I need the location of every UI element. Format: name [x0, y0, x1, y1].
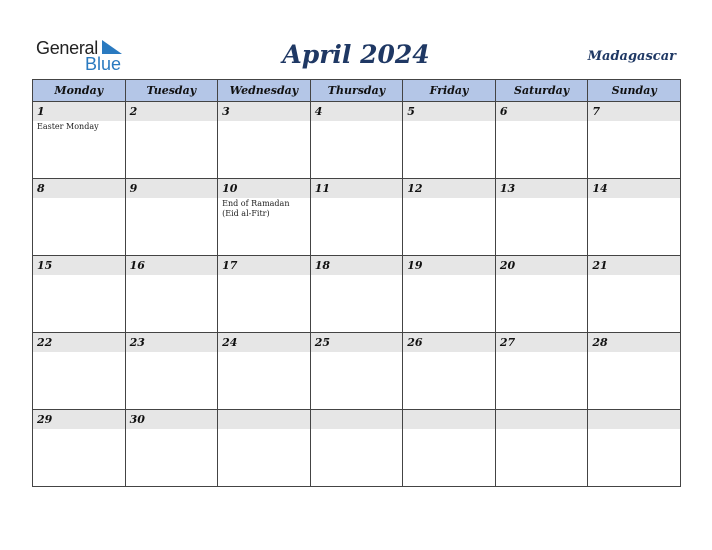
day-number: 12 — [403, 179, 495, 198]
day-cell — [33, 179, 126, 256]
weekday-header: Saturday — [495, 80, 588, 102]
day-number: 24 — [218, 333, 310, 352]
day-number: 9 — [126, 179, 218, 198]
day-cell — [125, 102, 218, 179]
day-number: 23 — [126, 333, 218, 352]
day-cell — [588, 179, 681, 256]
logo-text-general: General — [36, 38, 98, 58]
day-number: 21 — [588, 256, 680, 275]
day-number: 14 — [588, 179, 680, 198]
week-row — [33, 410, 681, 487]
day-number: 7 — [588, 102, 680, 121]
day-cell — [403, 333, 496, 410]
day-number — [311, 410, 403, 429]
day-number: 18 — [311, 256, 403, 275]
weekday-header: Thursday — [310, 80, 403, 102]
day-cell — [218, 256, 311, 333]
holiday-event: Easter Monday — [37, 122, 99, 131]
day-cell — [495, 102, 588, 179]
day-cell — [310, 410, 403, 487]
country-label: Madagascar — [587, 49, 676, 64]
day-cell — [218, 179, 311, 256]
weekday-header: Sunday — [588, 80, 681, 102]
day-number — [496, 410, 588, 429]
day-number: 15 — [33, 256, 125, 275]
holiday-event: End of Ramadan (Eid al-Fitr) — [222, 199, 290, 218]
day-cell — [33, 333, 126, 410]
day-cell — [218, 333, 311, 410]
day-number: 17 — [218, 256, 310, 275]
day-number: 8 — [33, 179, 125, 198]
day-cell — [403, 179, 496, 256]
day-number: 10 — [218, 179, 310, 198]
day-cell — [310, 102, 403, 179]
day-cell — [495, 256, 588, 333]
weekday-header-row — [33, 80, 681, 102]
day-number — [588, 410, 680, 429]
day-number: 4 — [311, 102, 403, 121]
day-cell — [495, 410, 588, 487]
day-cell — [310, 256, 403, 333]
day-cell — [403, 410, 496, 487]
day-cell — [588, 410, 681, 487]
weekday-header: Friday — [403, 80, 496, 102]
day-cell — [33, 256, 126, 333]
day-number: 3 — [218, 102, 310, 121]
day-cell — [218, 410, 311, 487]
day-cell — [125, 410, 218, 487]
day-number: 2 — [126, 102, 218, 121]
day-cell — [588, 333, 681, 410]
weekday-header: Wednesday — [218, 80, 311, 102]
day-cell — [125, 256, 218, 333]
day-number: 20 — [496, 256, 588, 275]
day-number: 22 — [33, 333, 125, 352]
day-cell — [588, 256, 681, 333]
day-cell — [588, 102, 681, 179]
day-number — [403, 410, 495, 429]
day-cell — [33, 410, 126, 487]
day-number: 6 — [496, 102, 588, 121]
day-cell — [403, 256, 496, 333]
day-cell — [403, 102, 496, 179]
day-number: 26 — [403, 333, 495, 352]
logo-text-blue: Blue — [85, 54, 122, 74]
day-number: 28 — [588, 333, 680, 352]
day-number: 30 — [126, 410, 218, 429]
calendar-grid — [32, 79, 681, 487]
day-cell — [33, 102, 126, 179]
day-cell — [310, 179, 403, 256]
calendar-title: April 2024 — [282, 40, 430, 69]
day-number: 16 — [126, 256, 218, 275]
week-row — [33, 256, 681, 333]
day-number: 29 — [33, 410, 125, 429]
day-cell — [310, 333, 403, 410]
day-number: 1 — [33, 102, 125, 121]
day-number: 19 — [403, 256, 495, 275]
day-number: 27 — [496, 333, 588, 352]
day-number: 13 — [496, 179, 588, 198]
day-number: 11 — [311, 179, 403, 198]
weekday-header: Tuesday — [125, 80, 218, 102]
day-number: 25 — [311, 333, 403, 352]
day-cell — [218, 102, 311, 179]
day-cell — [125, 333, 218, 410]
week-row — [33, 333, 681, 410]
day-cell — [495, 333, 588, 410]
day-number: 5 — [403, 102, 495, 121]
day-cell — [495, 179, 588, 256]
day-cell — [125, 179, 218, 256]
week-row — [33, 102, 681, 179]
weekday-header: Monday — [33, 80, 126, 102]
day-number — [218, 410, 310, 429]
week-row — [33, 179, 681, 256]
